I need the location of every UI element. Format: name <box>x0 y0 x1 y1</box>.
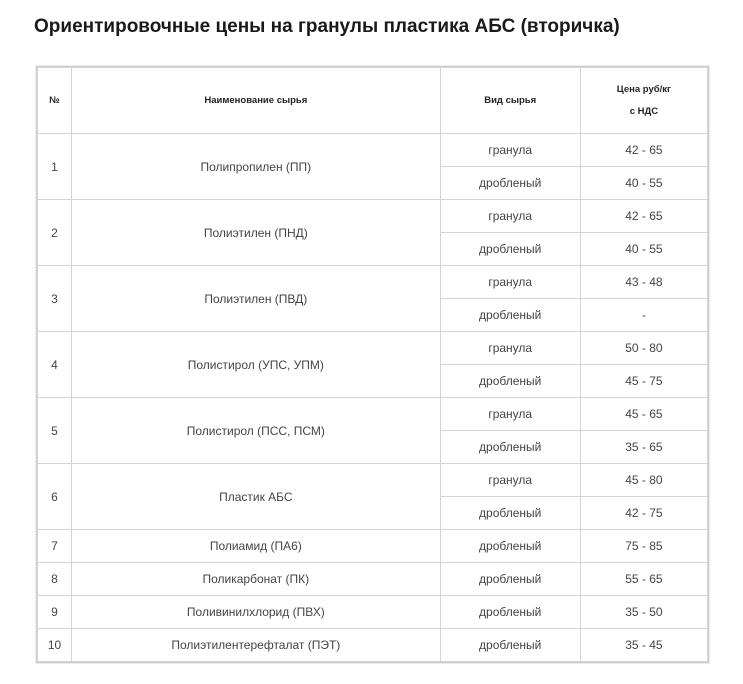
cell-material-name: Поливинилхлорид (ПВХ) <box>72 596 441 629</box>
cell-material-name: Полипропилен (ПП) <box>72 134 441 200</box>
cell-num: 4 <box>38 332 72 398</box>
table-row <box>38 266 708 299</box>
header-num: № <box>38 68 72 134</box>
cell-num: 1 <box>38 134 72 200</box>
table-row <box>38 398 708 431</box>
cell-material-type: гранула <box>440 332 580 365</box>
cell-price: 75 - 85 <box>580 530 707 563</box>
cell-material-name: Полиэтилен (ПНД) <box>72 200 441 266</box>
cell-material-type: дробленый <box>440 563 580 596</box>
cell-price: 45 - 65 <box>580 398 707 431</box>
cell-material-type: гранула <box>440 200 580 233</box>
cell-material-type: дробленый <box>440 497 580 530</box>
cell-price: 42 - 65 <box>580 134 707 167</box>
cell-material-name: Полиэтилентерефталат (ПЭТ) <box>72 629 441 662</box>
cell-material-type: дробленый <box>440 167 580 200</box>
cell-material-name: Полистирол (УПС, УПМ) <box>72 332 441 398</box>
table-row <box>38 332 708 365</box>
cell-num: 10 <box>38 629 72 662</box>
cell-material-name: Полиамид (ПА6) <box>72 530 441 563</box>
cell-material-type: гранула <box>440 398 580 431</box>
table-row <box>38 200 708 233</box>
cell-price: 42 - 65 <box>580 200 707 233</box>
cell-price: - <box>580 299 707 332</box>
cell-num: 2 <box>38 200 72 266</box>
cell-material-type: дробленый <box>440 431 580 464</box>
header-type: Вид сырья <box>440 68 580 134</box>
table-row <box>38 629 708 662</box>
cell-price: 45 - 80 <box>580 464 707 497</box>
table-row <box>38 596 708 629</box>
cell-price: 35 - 65 <box>580 431 707 464</box>
table-row <box>38 134 708 167</box>
cell-material-type: дробленый <box>440 629 580 662</box>
cell-material-type: гранула <box>440 266 580 299</box>
cell-num: 9 <box>38 596 72 629</box>
cell-material-type: дробленый <box>440 233 580 266</box>
cell-material-type: дробленый <box>440 299 580 332</box>
cell-price: 40 - 55 <box>580 233 707 266</box>
table-row <box>38 464 708 497</box>
cell-num: 7 <box>38 530 72 563</box>
cell-num: 6 <box>38 464 72 530</box>
cell-material-name: Пластик АБС <box>72 464 441 530</box>
cell-material-type: гранула <box>440 464 580 497</box>
cell-material-type: дробленый <box>440 365 580 398</box>
cell-price: 42 - 75 <box>580 497 707 530</box>
header-price-line2: с НДС <box>629 105 659 117</box>
cell-material-type: гранула <box>440 134 580 167</box>
cell-price: 55 - 65 <box>580 563 707 596</box>
table-header-row <box>38 68 708 134</box>
cell-material-name: Полистирол (ПСС, ПСМ) <box>72 398 441 464</box>
cell-num: 3 <box>38 266 72 332</box>
header-price <box>580 68 707 134</box>
table-row <box>38 530 708 563</box>
cell-price: 43 - 48 <box>580 266 707 299</box>
header-name: Наименование сырья <box>72 68 441 134</box>
price-table-container <box>36 66 709 663</box>
table-body <box>38 134 708 662</box>
cell-num: 8 <box>38 563 72 596</box>
cell-price: 50 - 80 <box>580 332 707 365</box>
table-row <box>38 563 708 596</box>
cell-price: 35 - 50 <box>580 596 707 629</box>
cell-material-type: дробленый <box>440 530 580 563</box>
price-table <box>37 67 708 662</box>
cell-price: 35 - 45 <box>580 629 707 662</box>
cell-price: 40 - 55 <box>580 167 707 200</box>
cell-material-type: дробленый <box>440 596 580 629</box>
cell-material-name: Поликарбонат (ПК) <box>72 563 441 596</box>
cell-num: 5 <box>38 398 72 464</box>
cell-price: 45 - 75 <box>580 365 707 398</box>
page-title: Ориентировочные цены на гранулы пластика АБС (вторичка) <box>34 16 620 37</box>
header-price-line1: Цена руб/кг <box>616 83 671 95</box>
cell-material-name: Полиэтилен (ПВД) <box>72 266 441 332</box>
